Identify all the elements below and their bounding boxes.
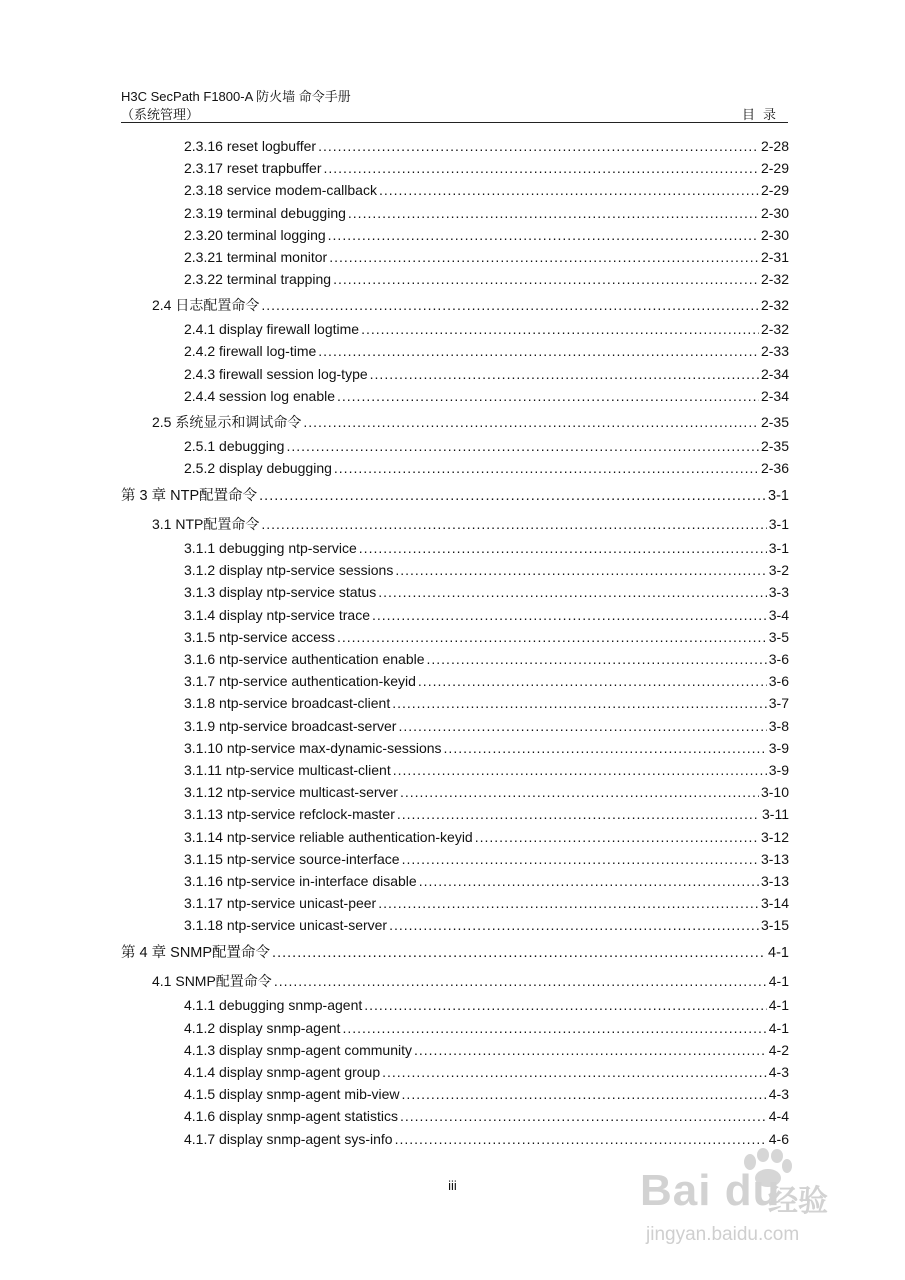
- baidu-jingyan-watermark: [640, 1148, 860, 1248]
- toc-entry-page: 4-3: [768, 1086, 789, 1102]
- toc-entry-title: 4.1.5 display snmp-agent mib-view: [184, 1086, 400, 1102]
- toc-leader-dots: [397, 804, 760, 824]
- toc-entry-page: 3-11: [762, 806, 789, 822]
- toc-entry-title: 2.4.4 session log enable: [184, 388, 335, 404]
- toc-entry-title: 3.1.3 display ntp-service status: [184, 584, 377, 600]
- toc-leader-dots: [318, 136, 759, 156]
- toc-leader-dots: [333, 269, 759, 289]
- toc-entry-title: 4.1.2 display snmp-agent: [184, 1020, 341, 1036]
- toc-entry-title: 3.1.12 ntp-service multicast-server: [184, 784, 398, 800]
- toc-entry-title: 2.5.2 display debugging: [184, 460, 332, 476]
- toc-entry-page: 2-32: [760, 321, 789, 337]
- toc-entry[interactable]: [184, 671, 789, 691]
- toc-entry[interactable]: [152, 412, 789, 432]
- toc-entry-title: 2.4.1 display firewall logtime: [184, 321, 360, 337]
- toc-entry-page: 2-30: [760, 205, 789, 221]
- toc-entry-title: 第 3 章 NTP配置命令: [121, 488, 258, 504]
- toc-entry[interactable]: [184, 627, 789, 647]
- toc-entry-title: 3.1.18 ntp-service unicast-server: [184, 917, 388, 933]
- toc-entry-page: 3-6: [768, 673, 789, 689]
- toc-entry-page: 3-2: [768, 562, 789, 578]
- toc-leader-dots: [378, 893, 759, 913]
- toc-entry-title: 3.1.8 ntp-service broadcast-client: [184, 695, 391, 711]
- toc-entry[interactable]: [184, 1062, 789, 1082]
- toc-entry[interactable]: [184, 319, 789, 339]
- toc-entry-page: 3-1: [768, 540, 789, 556]
- toc-entry[interactable]: [184, 364, 789, 384]
- toc-entry[interactable]: [184, 760, 789, 780]
- toc-entry[interactable]: [184, 560, 789, 580]
- toc-entry[interactable]: [184, 1084, 789, 1104]
- toc-leader-dots: [334, 458, 759, 478]
- toc-leader-dots: [303, 412, 759, 432]
- toc-leader-dots: [400, 782, 759, 802]
- toc-entry-title: 3.1.15 ntp-service source-interface: [184, 851, 400, 867]
- header-section: 目录: [741, 107, 784, 122]
- toc-entry-title: 2.5.1 debugging: [184, 438, 285, 454]
- toc-entry[interactable]: [152, 514, 789, 534]
- toc-leader-dots: [259, 486, 766, 506]
- toc-entry-title: 4.1.1 debugging snmp-agent: [184, 997, 363, 1013]
- toc-entry-page: 2-33: [760, 343, 789, 359]
- toc-entry-page: 4-2: [768, 1042, 789, 1058]
- toc-leader-dots: [395, 1129, 767, 1149]
- toc-leader-dots: [395, 560, 766, 580]
- toc-leader-dots: [418, 671, 767, 691]
- toc-entry[interactable]: [152, 295, 789, 315]
- toc-leader-dots: [348, 203, 759, 223]
- toc-entry[interactable]: [184, 995, 789, 1015]
- toc-entry-page: 3-7: [768, 695, 789, 711]
- toc-entry[interactable]: [184, 136, 789, 156]
- toc-leader-dots: [342, 1018, 766, 1038]
- toc-leader-dots: [286, 436, 759, 456]
- toc-entry-title: 2.4.3 firewall session log-type: [184, 366, 368, 382]
- toc-entry[interactable]: [184, 804, 789, 824]
- toc-leader-dots: [402, 1084, 767, 1104]
- toc-entry[interactable]: [184, 1106, 789, 1126]
- toc-entry-title: 3.1.9 ntp-service broadcast-server: [184, 718, 397, 734]
- toc-entry-title: 3.1.6 ntp-service authentication enable: [184, 651, 425, 667]
- toc-leader-dots: [361, 319, 759, 339]
- toc-entry-page: 3-13: [760, 873, 789, 889]
- toc-leader-dots: [372, 605, 767, 625]
- toc-entry-page: 3-14: [760, 895, 789, 911]
- toc-entry-title: 4.1.4 display snmp-agent group: [184, 1064, 381, 1080]
- toc-entry-page: 3-13: [760, 851, 789, 867]
- toc-entry-title: 3.1.14 ntp-service reliable authentication-keyid: [184, 829, 473, 845]
- toc-entry-title: 2.3.18 service modem-callback: [184, 182, 377, 198]
- toc-entry[interactable]: [184, 203, 789, 223]
- toc-entry[interactable]: [184, 716, 789, 736]
- toc-entry-title: 2.3.21 terminal monitor: [184, 249, 328, 265]
- toc-entry-title: 3.1.1 debugging ntp-service: [184, 540, 357, 556]
- toc-entry[interactable]: [184, 582, 789, 602]
- toc-entry[interactable]: [184, 693, 789, 713]
- toc-entry[interactable]: [184, 1040, 789, 1060]
- watermark-url: jingyan.baidu.com: [646, 1224, 800, 1245]
- toc-entry[interactable]: [121, 943, 789, 963]
- toc-leader-dots: [389, 915, 759, 935]
- toc-entry[interactable]: [184, 649, 789, 669]
- toc-entry-page: 2-36: [760, 460, 789, 476]
- toc-entry[interactable]: [184, 782, 789, 802]
- toc-entry-page: 2-32: [760, 297, 789, 313]
- watermark-logo: Bai du: [640, 1166, 781, 1215]
- toc-entry[interactable]: [184, 538, 789, 558]
- toc-entry[interactable]: [184, 341, 789, 361]
- toc-leader-dots: [402, 849, 759, 869]
- toc-leader-dots: [337, 386, 759, 406]
- toc-leader-dots: [359, 538, 767, 558]
- toc-leader-dots: [414, 1040, 767, 1060]
- toc-entry-title: 3.1.16 ntp-service in-interface disable: [184, 873, 417, 889]
- toc-entry-title: 2.4 日志配置命令: [152, 297, 260, 313]
- header-subtitle: （系统管理）: [121, 107, 200, 122]
- toc-leader-dots: [274, 971, 767, 991]
- toc-entry-page: 3-10: [760, 784, 789, 800]
- toc-entry-page: 3-4: [768, 607, 789, 623]
- toc-entry[interactable]: [184, 269, 789, 289]
- toc-entry[interactable]: [184, 158, 789, 178]
- toc-entry-title: 3.1 NTP配置命令: [152, 516, 260, 532]
- toc-entry[interactable]: [184, 180, 789, 200]
- toc-entry[interactable]: [184, 738, 789, 758]
- toc-entry-title: 3.1.7 ntp-service authentication-keyid: [184, 673, 416, 689]
- toc-entry[interactable]: [184, 893, 789, 913]
- toc-entry[interactable]: [184, 827, 789, 847]
- toc-entry-page: 4-1: [768, 945, 789, 961]
- toc-entry-page: 4-4: [768, 1108, 789, 1124]
- watermark-brand: 经验: [768, 1185, 828, 1218]
- toc-entry-page: 2-34: [760, 388, 789, 404]
- toc-entry-title: 3.1.4 display ntp-service trace: [184, 607, 370, 623]
- toc-leader-dots: [419, 871, 759, 891]
- toc-entry-page: 2-30: [760, 227, 789, 243]
- toc-entry-title: 3.1.2 display ntp-service sessions: [184, 562, 394, 578]
- toc-entry-page: 3-9: [768, 740, 789, 756]
- toc-entry-page: 2-35: [760, 414, 789, 430]
- toc-entry[interactable]: [184, 1129, 789, 1149]
- toc-entry-page: 4-3: [768, 1064, 789, 1080]
- toc-entry[interactable]: [184, 915, 789, 935]
- toc-entry[interactable]: [152, 971, 789, 991]
- toc-leader-dots: [318, 341, 759, 361]
- toc-entry[interactable]: [184, 849, 789, 869]
- toc-entry-page: 2-34: [760, 366, 789, 382]
- toc-leader-dots: [379, 180, 759, 200]
- toc-entry[interactable]: [184, 458, 789, 478]
- header-title: H3C SecPath F1800-A 防火墙 命令手册: [121, 89, 351, 104]
- toc-entry-title: 2.3.20 terminal logging: [184, 227, 326, 243]
- toc-entry-page: 3-8: [768, 718, 789, 734]
- toc-entry[interactable]: [184, 871, 789, 891]
- toc-leader-dots: [475, 827, 759, 847]
- toc-leader-dots: [261, 514, 766, 534]
- toc-leader-dots: [398, 716, 766, 736]
- toc-entry-title: 第 4 章 SNMP配置命令: [121, 945, 271, 961]
- toc-entry-title: 3.1.11 ntp-service multicast-client: [184, 762, 391, 778]
- toc-leader-dots: [324, 158, 759, 178]
- toc-entry-page: 4-1: [768, 973, 789, 989]
- toc-leader-dots: [392, 693, 767, 713]
- toc-leader-dots: [261, 295, 759, 315]
- toc-entry-title: 2.3.22 terminal trapping: [184, 271, 332, 287]
- toc-entry-page: 2-32: [760, 271, 789, 287]
- page-number: iii: [448, 1178, 457, 1193]
- toc-entry-page: 3-9: [768, 762, 789, 778]
- toc-entry-page: 4-1: [768, 997, 789, 1013]
- toc-entry[interactable]: [184, 225, 789, 245]
- toc-leader-dots: [382, 1062, 767, 1082]
- toc-entry[interactable]: [184, 436, 789, 456]
- toc-leader-dots: [400, 1106, 767, 1126]
- toc-entry-page: 3-5: [768, 629, 789, 645]
- toc-entry-title: 2.4.2 firewall log-time: [184, 343, 317, 359]
- toc-entry-page: 2-28: [760, 138, 789, 154]
- toc-leader-dots: [393, 760, 767, 780]
- toc-entry-title: 4.1.3 display snmp-agent community: [184, 1042, 412, 1058]
- toc-entry[interactable]: [184, 386, 789, 406]
- toc-entry[interactable]: [184, 247, 789, 267]
- toc-leader-dots: [328, 225, 759, 245]
- toc-entry-page: 2-29: [760, 160, 789, 176]
- toc-entry-title: 3.1.5 ntp-service access: [184, 629, 335, 645]
- toc-leader-dots: [329, 247, 759, 267]
- toc-leader-dots: [364, 995, 767, 1015]
- toc-entry-title: 2.5 系统显示和调试命令: [152, 414, 302, 430]
- toc-leader-dots: [378, 582, 767, 602]
- toc-entry-page: 3-6: [768, 651, 789, 667]
- toc-entry-page: 3-15: [760, 917, 789, 933]
- toc-leader-dots: [272, 943, 766, 963]
- toc-entry[interactable]: [184, 1018, 789, 1038]
- toc-entry-page: 3-3: [768, 584, 789, 600]
- toc-entry-page: 3-1: [768, 488, 789, 504]
- header-divider: [121, 122, 788, 123]
- toc-entry-page: 4-1: [768, 1020, 789, 1036]
- toc-leader-dots: [337, 627, 767, 647]
- toc-entry-page: 3-12: [760, 829, 789, 845]
- toc-leader-dots: [370, 364, 759, 384]
- toc-leader-dots: [427, 649, 767, 669]
- toc-entry-title: 2.3.17 reset trapbuffer: [184, 160, 322, 176]
- toc-entry-title: 4.1.6 display snmp-agent statistics: [184, 1108, 398, 1124]
- toc-entry[interactable]: [184, 605, 789, 625]
- toc-leader-dots: [444, 738, 767, 758]
- toc-entry-title: 4.1.7 display snmp-agent sys-info: [184, 1131, 393, 1147]
- toc-entry-page: 2-35: [760, 438, 789, 454]
- toc-entry-page: 2-29: [760, 182, 789, 198]
- toc-entry-page: 4-6: [768, 1131, 789, 1147]
- toc-entry-title: 3.1.17 ntp-service unicast-peer: [184, 895, 377, 911]
- toc-entry[interactable]: [121, 486, 789, 506]
- toc-entry-page: 3-1: [768, 516, 789, 532]
- toc-entry-title: 4.1 SNMP配置命令: [152, 973, 272, 989]
- toc-entry-title: 2.3.16 reset logbuffer: [184, 138, 317, 154]
- toc-entry-title: 2.3.19 terminal debugging: [184, 205, 346, 221]
- toc-entry-page: 2-31: [760, 249, 789, 265]
- toc-entry-title: 3.1.10 ntp-service max-dynamic-sessions: [184, 740, 442, 756]
- toc-entry-title: 3.1.13 ntp-service refclock-master: [184, 806, 395, 822]
